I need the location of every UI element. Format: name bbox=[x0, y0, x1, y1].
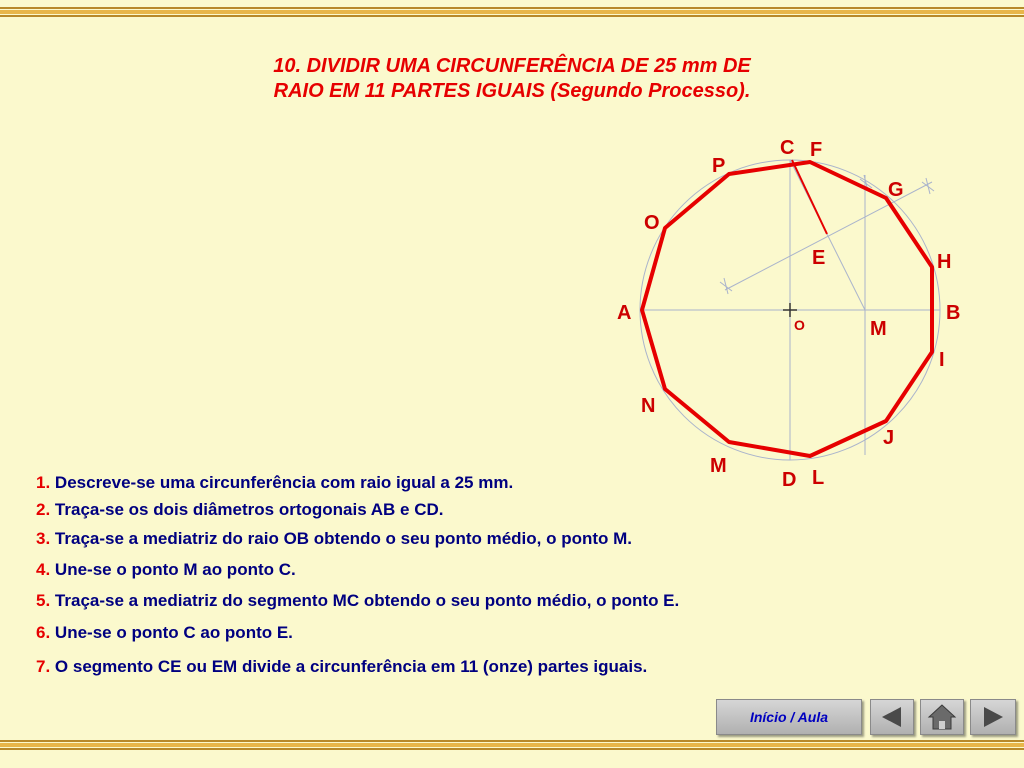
label-g: G bbox=[888, 179, 904, 201]
label-e: E bbox=[812, 247, 826, 269]
step-7: 7. O segmento CE ou EM divide a circunferência em 11 (onze) partes iguais. bbox=[36, 657, 648, 676]
label-f: F bbox=[810, 139, 823, 161]
segment-ce bbox=[792, 160, 827, 234]
hendecagon bbox=[642, 162, 932, 456]
home-button[interactable] bbox=[920, 699, 964, 735]
label-o-vertex: O bbox=[644, 212, 660, 234]
label-center-o: O bbox=[794, 317, 805, 333]
label-a: A bbox=[617, 302, 632, 324]
step-1: 1. Descreve-se uma circunferência com raio igual a 25 mm. bbox=[36, 473, 514, 492]
label-n: N bbox=[641, 395, 656, 417]
step-4: 4. Une-se o ponto M ao ponto C. bbox=[36, 560, 296, 579]
construction-diagram bbox=[600, 125, 980, 495]
top-decorative-bar bbox=[0, 7, 1024, 21]
label-d: D bbox=[782, 469, 797, 491]
next-button[interactable] bbox=[970, 699, 1016, 735]
house-icon bbox=[921, 700, 963, 734]
label-m-vertex: M bbox=[710, 455, 727, 477]
label-i: I bbox=[939, 349, 945, 371]
label-m-midpoint: M bbox=[870, 318, 887, 340]
label-c: C bbox=[780, 137, 795, 159]
label-l: L bbox=[812, 467, 825, 489]
triangle-left-icon bbox=[871, 700, 913, 734]
label-p: P bbox=[712, 155, 726, 177]
step-2: 2. Traça-se os dois diâmetros ortogonais AB e CD. bbox=[36, 500, 444, 519]
home-lesson-link[interactable]: Início / Aula bbox=[716, 699, 862, 735]
title-line-1: 10. DIVIDIR UMA CIRCUNFERÊNCIA DE 25 mm DE bbox=[273, 55, 751, 77]
bottom-decorative-bar bbox=[0, 740, 1024, 754]
step-3: 3. Traça-se a mediatriz do raio OB obtendo o seu ponto médio, o ponto M. bbox=[36, 529, 633, 548]
previous-button[interactable] bbox=[870, 699, 914, 735]
label-b: B bbox=[946, 302, 961, 324]
label-h: H bbox=[937, 251, 952, 273]
triangle-right-icon bbox=[971, 700, 1015, 734]
title-line-2: RAIO EM 11 PARTES IGUAIS (Segundo Processo). bbox=[273, 80, 751, 102]
step-6: 6. Une-se o ponto C ao ponto E. bbox=[36, 623, 293, 642]
label-j: J bbox=[883, 427, 895, 449]
step-5: 5. Traça-se a mediatriz do segmento MC obtendo o seu ponto médio, o ponto E. bbox=[36, 591, 680, 610]
